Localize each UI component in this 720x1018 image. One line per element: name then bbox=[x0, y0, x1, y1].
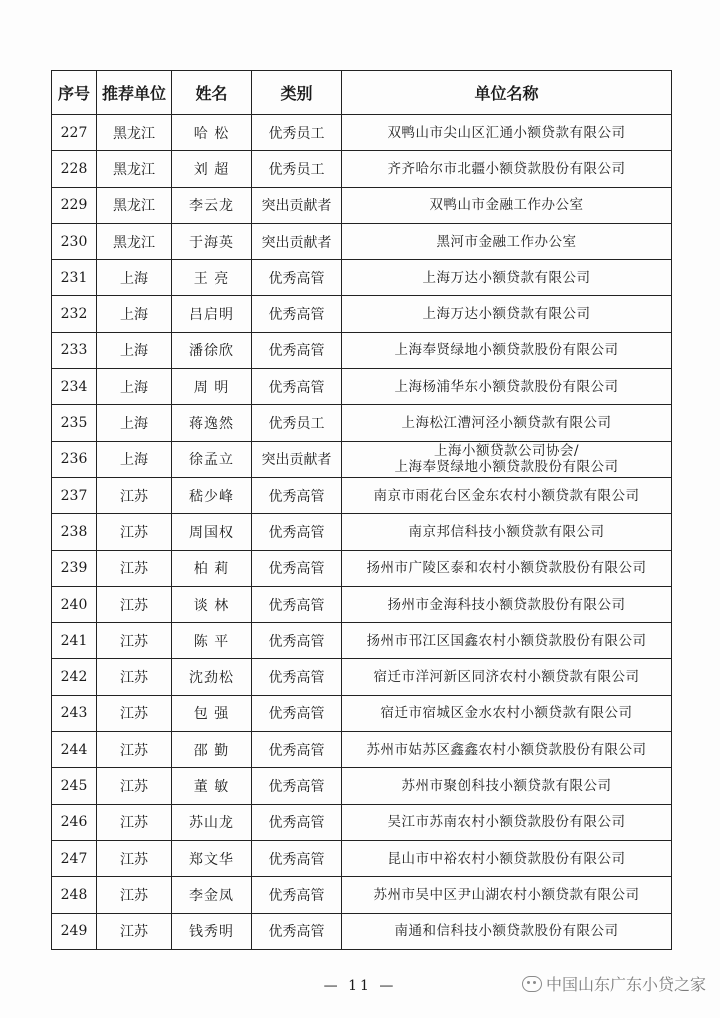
table-row bbox=[52, 804, 672, 840]
cell-unit: 黑龙江 bbox=[97, 187, 172, 223]
header-category: 类别 bbox=[252, 71, 342, 115]
cell-category: 突出贡献者 bbox=[252, 223, 342, 259]
header-name: 姓名 bbox=[172, 71, 252, 115]
cell-org bbox=[342, 695, 672, 731]
cell-no: 233 bbox=[52, 332, 97, 368]
page-number: — 11 — bbox=[323, 978, 397, 994]
table-row bbox=[52, 405, 672, 441]
cell-no: 248 bbox=[52, 877, 97, 913]
cell-unit: 黑龙江 bbox=[97, 115, 172, 151]
table-header-row bbox=[52, 71, 672, 115]
org-line: 黑河市金融工作办公室 bbox=[436, 233, 577, 250]
table-row bbox=[52, 514, 672, 550]
org-line: 南京邦信科技小额贷款有限公司 bbox=[408, 523, 605, 540]
cell-unit: 江苏 bbox=[97, 877, 172, 913]
cell-name: 陈 平 bbox=[172, 623, 252, 659]
cell-no: 242 bbox=[52, 659, 97, 695]
org-line: 扬州市邗江区国鑫农村小额贷款股份有限公司 bbox=[366, 632, 647, 649]
cell-name: 李云龙 bbox=[172, 187, 252, 223]
cell-org bbox=[342, 187, 672, 223]
cell-no: 249 bbox=[52, 913, 97, 949]
org-line: 上海奉贤绿地小额贷款股份有限公司 bbox=[394, 342, 619, 359]
table-row bbox=[52, 768, 672, 804]
cell-unit: 上海 bbox=[97, 260, 172, 296]
cell-unit: 江苏 bbox=[97, 695, 172, 731]
org-line: 扬州市金海科技小额贷款股份有限公司 bbox=[387, 596, 626, 613]
header-org: 单位名称 bbox=[342, 71, 672, 115]
table-row bbox=[52, 223, 672, 259]
table-row bbox=[52, 332, 672, 368]
cell-name: 刘 超 bbox=[172, 151, 252, 187]
cell-org bbox=[342, 623, 672, 659]
org-line: 苏州市吴中区尹山湖农村小额贷款有限公司 bbox=[373, 886, 640, 903]
cell-category: 优秀高管 bbox=[252, 332, 342, 368]
cell-category: 优秀高管 bbox=[252, 732, 342, 768]
cell-unit: 江苏 bbox=[97, 804, 172, 840]
cell-category: 优秀员工 bbox=[252, 151, 342, 187]
cell-org bbox=[342, 296, 672, 332]
cell-no: 227 bbox=[52, 115, 97, 151]
org-line: 扬州市广陵区泰和农村小额贷款股份有限公司 bbox=[366, 560, 647, 577]
cell-unit: 江苏 bbox=[97, 768, 172, 804]
cell-org bbox=[342, 514, 672, 550]
cell-no: 236 bbox=[52, 441, 97, 477]
table-row bbox=[52, 877, 672, 913]
cell-no: 235 bbox=[52, 405, 97, 441]
cell-category: 突出贡献者 bbox=[252, 441, 342, 477]
cell-name: 徐孟立 bbox=[172, 441, 252, 477]
cell-name: 嵇少峰 bbox=[172, 477, 252, 513]
cell-name: 郑文华 bbox=[172, 840, 252, 876]
cell-org bbox=[342, 405, 672, 441]
org-line-2: 上海奉贤绿地小额贷款股份有限公司 bbox=[394, 459, 619, 476]
cell-category: 优秀高管 bbox=[252, 623, 342, 659]
table-row bbox=[52, 296, 672, 332]
cell-unit: 上海 bbox=[97, 332, 172, 368]
table-row bbox=[52, 840, 672, 876]
org-line: 宿迁市洋河新区同济农村小额贷款有限公司 bbox=[373, 669, 640, 686]
cell-org bbox=[342, 369, 672, 405]
cell-no: 243 bbox=[52, 695, 97, 731]
cell-name: 沈劲松 bbox=[172, 659, 252, 695]
cell-org bbox=[342, 877, 672, 913]
cell-unit: 上海 bbox=[97, 369, 172, 405]
cell-name: 周国权 bbox=[172, 514, 252, 550]
watermark-text: 中国山东广东小贷之家 bbox=[545, 975, 706, 994]
cell-no: 238 bbox=[52, 514, 97, 550]
org-line: 齐齐哈尔市北疆小额贷款股份有限公司 bbox=[387, 160, 626, 177]
cell-no: 244 bbox=[52, 732, 97, 768]
cell-unit: 江苏 bbox=[97, 477, 172, 513]
cell-name: 周 明 bbox=[172, 369, 252, 405]
cell-no: 228 bbox=[52, 151, 97, 187]
cell-org bbox=[342, 550, 672, 586]
header-unit: 推荐单位 bbox=[97, 71, 172, 115]
cell-org bbox=[342, 768, 672, 804]
org-line: 上海万达小额贷款有限公司 bbox=[422, 269, 591, 286]
cell-category: 优秀高管 bbox=[252, 768, 342, 804]
cell-unit: 江苏 bbox=[97, 840, 172, 876]
cell-name: 于海英 bbox=[172, 223, 252, 259]
table-row bbox=[52, 913, 672, 949]
cell-no: 246 bbox=[52, 804, 97, 840]
cell-unit: 黑龙江 bbox=[97, 223, 172, 259]
cell-category: 优秀高管 bbox=[252, 659, 342, 695]
cell-no: 231 bbox=[52, 260, 97, 296]
cell-unit: 江苏 bbox=[97, 586, 172, 622]
cell-name: 王 亮 bbox=[172, 260, 252, 296]
table-row bbox=[52, 477, 672, 513]
cell-category: 优秀高管 bbox=[252, 369, 342, 405]
cell-category: 突出贡献者 bbox=[252, 187, 342, 223]
cell-org bbox=[342, 441, 672, 477]
cell-org bbox=[342, 115, 672, 151]
cell-no: 240 bbox=[52, 586, 97, 622]
table-row bbox=[52, 187, 672, 223]
table-row bbox=[52, 732, 672, 768]
cell-unit: 江苏 bbox=[97, 514, 172, 550]
cell-no: 234 bbox=[52, 369, 97, 405]
cell-category: 优秀高管 bbox=[252, 550, 342, 586]
cell-no: 229 bbox=[52, 187, 97, 223]
cell-no: 232 bbox=[52, 296, 97, 332]
cell-no: 239 bbox=[52, 550, 97, 586]
table-row bbox=[52, 550, 672, 586]
cell-unit: 上海 bbox=[97, 296, 172, 332]
org-line: 南通和信科技小额贷款股份有限公司 bbox=[394, 923, 619, 940]
org-line: 苏州市姑苏区鑫鑫农村小额贷款股份有限公司 bbox=[366, 741, 647, 758]
table-row bbox=[52, 659, 672, 695]
cell-org bbox=[342, 332, 672, 368]
cell-category: 优秀高管 bbox=[252, 804, 342, 840]
cell-no: 230 bbox=[52, 223, 97, 259]
cell-org bbox=[342, 913, 672, 949]
cell-unit: 江苏 bbox=[97, 550, 172, 586]
cell-name: 包 强 bbox=[172, 695, 252, 731]
cell-name: 邵 勤 bbox=[172, 732, 252, 768]
header-no: 序号 bbox=[52, 71, 97, 115]
table-row bbox=[52, 441, 672, 477]
org-line: 苏州市聚创科技小额贷款有限公司 bbox=[401, 777, 612, 794]
cell-org bbox=[342, 732, 672, 768]
awardee-table bbox=[51, 70, 672, 950]
org-line: 上海杨浦华东小额贷款股份有限公司 bbox=[394, 378, 619, 395]
org-line: 吴江市苏南农村小额贷款股份有限公司 bbox=[387, 814, 626, 831]
cell-category: 优秀高管 bbox=[252, 514, 342, 550]
table-row bbox=[52, 586, 672, 622]
cell-category: 优秀高管 bbox=[252, 695, 342, 731]
cell-org bbox=[342, 477, 672, 513]
cell-unit: 上海 bbox=[97, 441, 172, 477]
cell-name: 谈 林 bbox=[172, 586, 252, 622]
cell-category: 优秀高管 bbox=[252, 296, 342, 332]
watermark bbox=[522, 972, 706, 995]
cell-category: 优秀员工 bbox=[252, 405, 342, 441]
cell-category: 优秀高管 bbox=[252, 913, 342, 949]
table-row bbox=[52, 369, 672, 405]
cell-org bbox=[342, 260, 672, 296]
cell-unit: 上海 bbox=[97, 405, 172, 441]
org-line: 南京市雨花台区金东农村小额贷款有限公司 bbox=[373, 487, 640, 504]
cell-name: 吕启明 bbox=[172, 296, 252, 332]
cell-unit: 江苏 bbox=[97, 913, 172, 949]
wechat-icon bbox=[522, 976, 542, 992]
cell-no: 245 bbox=[52, 768, 97, 804]
org-line: 上海小额贷款公司协会/ bbox=[433, 443, 580, 460]
cell-name: 哈 松 bbox=[172, 115, 252, 151]
cell-category: 优秀员工 bbox=[252, 115, 342, 151]
cell-no: 237 bbox=[52, 477, 97, 513]
cell-name: 苏山龙 bbox=[172, 804, 252, 840]
cell-unit: 江苏 bbox=[97, 732, 172, 768]
org-line: 上海松江漕河泾小额贷款有限公司 bbox=[401, 415, 612, 432]
cell-unit: 江苏 bbox=[97, 623, 172, 659]
cell-org bbox=[342, 586, 672, 622]
cell-unit: 黑龙江 bbox=[97, 151, 172, 187]
cell-org bbox=[342, 151, 672, 187]
cell-no: 247 bbox=[52, 840, 97, 876]
org-line: 双鸭山市尖山区汇通小额贷款有限公司 bbox=[387, 124, 626, 141]
org-line: 双鸭山市金融工作办公室 bbox=[429, 197, 584, 214]
cell-name: 柏 莉 bbox=[172, 550, 252, 586]
cell-name: 李金凤 bbox=[172, 877, 252, 913]
org-line: 宿迁市宿城区金水农村小额贷款有限公司 bbox=[380, 705, 633, 722]
cell-name: 蒋逸然 bbox=[172, 405, 252, 441]
cell-org bbox=[342, 840, 672, 876]
table-row bbox=[52, 695, 672, 731]
cell-org bbox=[342, 223, 672, 259]
cell-no: 241 bbox=[52, 623, 97, 659]
table-row bbox=[52, 115, 672, 151]
table-row bbox=[52, 623, 672, 659]
cell-category: 优秀高管 bbox=[252, 477, 342, 513]
cell-name: 董 敏 bbox=[172, 768, 252, 804]
cell-category: 优秀高管 bbox=[252, 260, 342, 296]
cell-org bbox=[342, 804, 672, 840]
table-row bbox=[52, 260, 672, 296]
table-body bbox=[52, 115, 672, 950]
org-line: 昆山市中裕农村小额贷款股份有限公司 bbox=[387, 850, 626, 867]
cell-category: 优秀高管 bbox=[252, 840, 342, 876]
cell-org bbox=[342, 659, 672, 695]
org-line: 上海万达小额贷款有限公司 bbox=[422, 306, 591, 323]
table-row bbox=[52, 151, 672, 187]
cell-name: 潘徐欣 bbox=[172, 332, 252, 368]
cell-unit: 江苏 bbox=[97, 659, 172, 695]
cell-category: 优秀高管 bbox=[252, 586, 342, 622]
cell-name: 钱秀明 bbox=[172, 913, 252, 949]
cell-category: 优秀高管 bbox=[252, 877, 342, 913]
